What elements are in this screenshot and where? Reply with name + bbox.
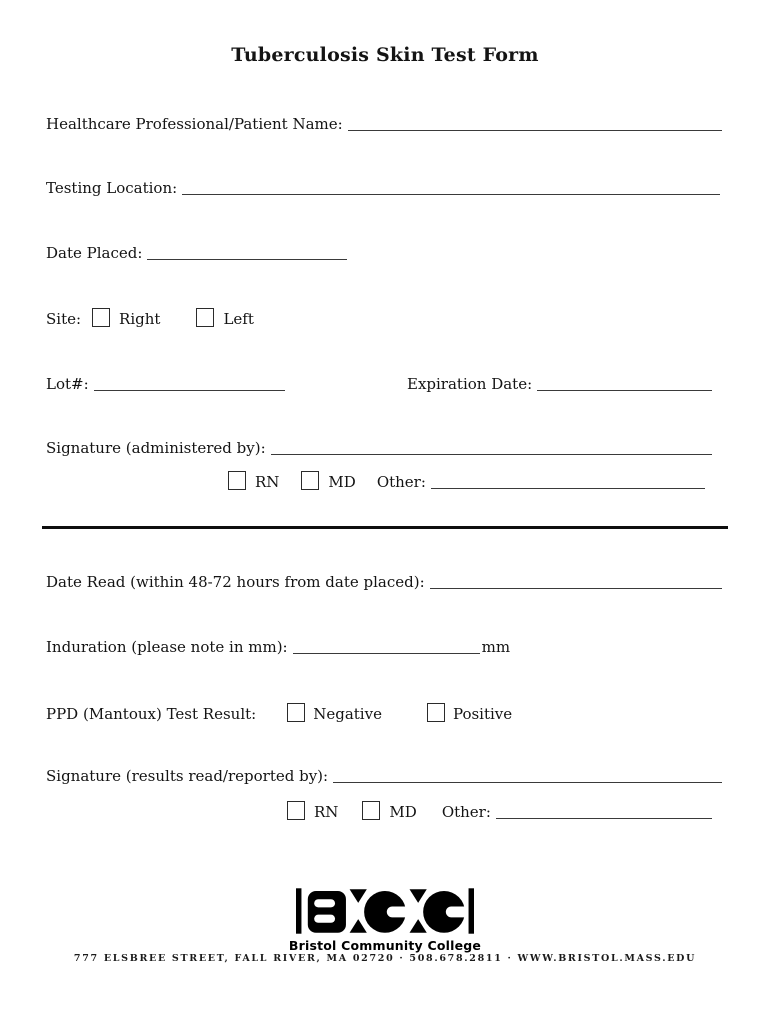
testing-location-row	[46, 178, 720, 198]
lot-number-input-line[interactable]	[94, 389, 285, 391]
date-placed-label: Date Placed:	[46, 244, 143, 262]
results-other-label: Other:	[441, 803, 491, 821]
footer-address: 777 ELSBREE STREET, FALL RIVER, MA 02720 · 508.678.2811 · WWW.BRISTOL.MASS.EDU	[73, 953, 697, 964]
results-rn-checkbox[interactable]	[287, 801, 305, 820]
results-rn-label: RN	[314, 803, 339, 821]
administered-rn-checkbox[interactable]	[228, 471, 246, 490]
site-right-checkbox[interactable]	[92, 308, 110, 327]
site-right-label: Right	[119, 310, 161, 328]
patient-name-input-line[interactable]	[348, 129, 722, 131]
site-label: Site:	[46, 310, 82, 328]
induration-unit-label: mm	[481, 638, 511, 656]
footer-logo-block	[0, 886, 770, 953]
administered-md-label: MD	[328, 473, 356, 491]
ppd-negative-checkbox[interactable]	[287, 703, 305, 722]
signature-administered-row	[46, 438, 712, 458]
ppd-negative-label: Negative	[313, 705, 382, 723]
site-left-label: Left	[223, 310, 254, 328]
site-left-checkbox[interactable]	[196, 308, 214, 327]
patient-name-label: Healthcare Professional/Patient Name:	[46, 115, 343, 133]
administered-role-row	[228, 471, 705, 492]
section-divider	[42, 526, 728, 529]
lot-number-row	[46, 374, 285, 394]
results-md-label: MD	[389, 803, 417, 821]
administered-other-input-line[interactable]	[431, 487, 705, 489]
site-row	[46, 308, 254, 329]
signature-administered-input-line[interactable]	[271, 453, 712, 455]
administered-other-label: Other:	[376, 473, 426, 491]
signature-results-label: Signature (results read/reported by):	[46, 767, 329, 785]
expiration-date-label: Expiration Date:	[407, 375, 533, 393]
signature-results-row	[46, 766, 722, 786]
induration-input-line[interactable]	[293, 652, 480, 654]
induration-label: Induration (please note in mm):	[46, 638, 288, 656]
ppd-result-row	[46, 703, 512, 724]
logo-caption: Bristol Community College	[288, 938, 482, 953]
page-title: Tuberculosis Skin Test Form	[231, 44, 539, 66]
lot-number-label: Lot#:	[46, 375, 89, 393]
results-other-input-line[interactable]	[496, 817, 712, 819]
ppd-positive-checkbox[interactable]	[427, 703, 445, 722]
results-md-checkbox[interactable]	[362, 801, 380, 820]
date-read-input-line[interactable]	[430, 587, 722, 589]
administered-md-checkbox[interactable]	[301, 471, 319, 490]
ppd-positive-label: Positive	[452, 705, 513, 723]
expiration-date-input-line[interactable]	[537, 389, 712, 391]
testing-location-label: Testing Location:	[46, 179, 178, 197]
ppd-result-label: PPD (Mantoux) Test Result:	[46, 705, 257, 723]
signature-administered-label: Signature (administered by):	[46, 439, 266, 457]
bcc-logo-icon	[296, 886, 474, 936]
induration-row	[46, 637, 510, 657]
date-placed-row	[46, 243, 347, 263]
results-role-row	[287, 801, 712, 822]
date-placed-input-line[interactable]	[147, 258, 347, 260]
expiration-date-row	[407, 374, 712, 394]
date-read-label: Date Read (within 48-72 hours from date placed):	[46, 573, 425, 591]
administered-rn-label: RN	[255, 473, 280, 491]
date-read-row	[46, 572, 722, 592]
patient-name-row	[46, 114, 722, 134]
signature-results-input-line[interactable]	[333, 781, 722, 783]
testing-location-input-line[interactable]	[182, 193, 720, 195]
